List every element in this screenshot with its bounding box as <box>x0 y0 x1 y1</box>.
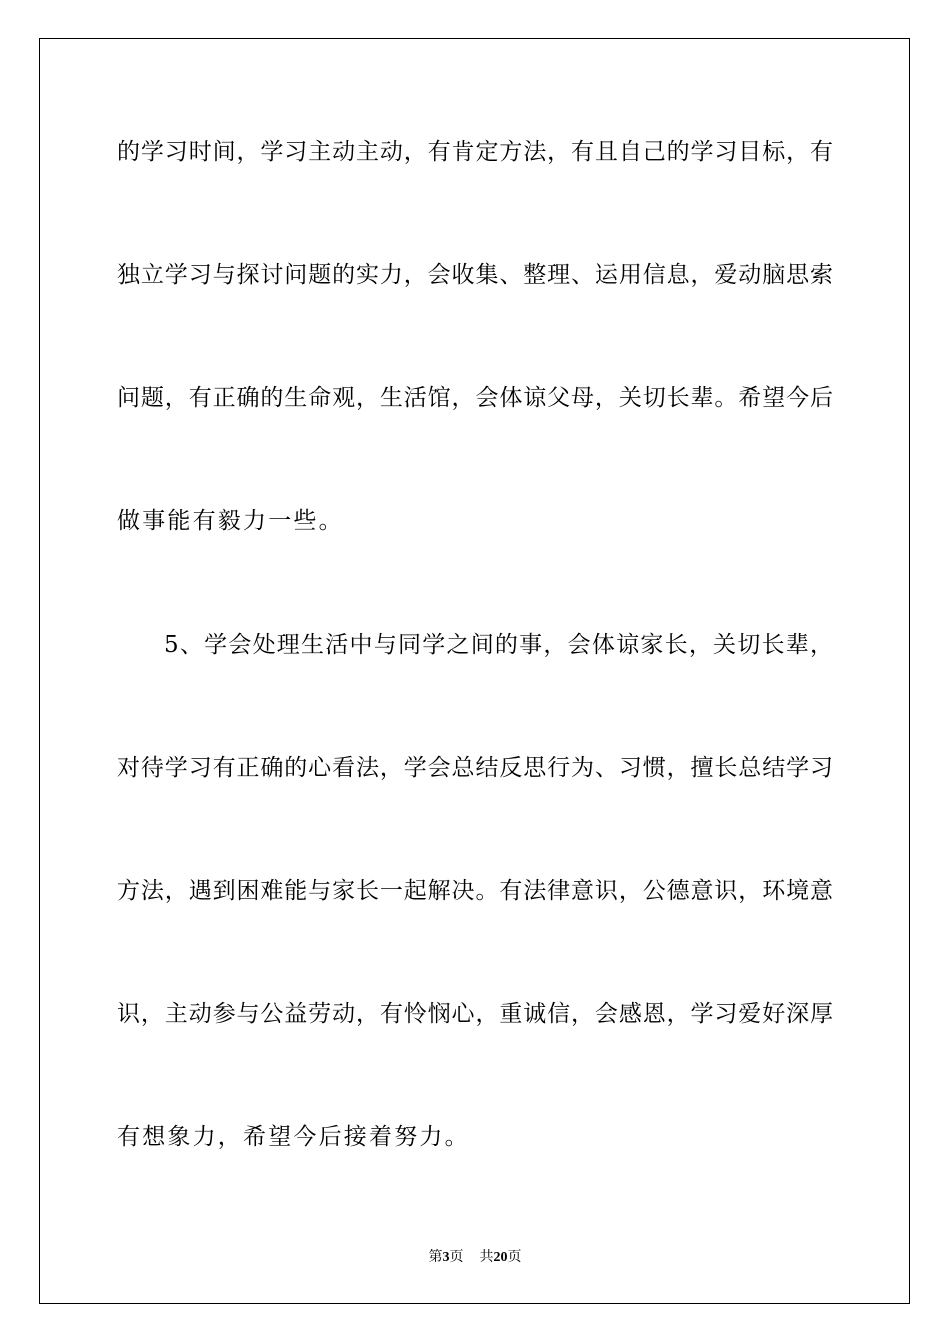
page-border <box>39 38 910 1304</box>
page-prefix: 第 <box>428 1249 443 1265</box>
page-total: 20 <box>493 1250 508 1265</box>
paragraph-line: 独立学习与探讨问题的实力，会收集、整理、运用信息，爱动脑思索 <box>117 262 833 288</box>
paragraph-line: 对待学习有正确的心看法，学会总结反思行为、习惯，擅长总结学习 <box>117 755 833 781</box>
paragraph-line: 识，主动参与公益劳动，有怜悯心，重诚信，会感恩，学习爱好深厚 <box>117 1001 833 1027</box>
paragraph-line: 5、学会处理生活中与同学之间的事，会体谅家长，关切长辈， <box>164 632 833 658</box>
page-footer <box>0 1248 950 1267</box>
total-suffix: 页 <box>507 1249 522 1265</box>
paragraph-line: 有想象力，希望今后接着努力。 <box>117 1124 470 1150</box>
paragraph-line: 问题，有正确的生命观，生活馆，会体谅父母，关切长辈。希望今后 <box>117 385 833 411</box>
paragraph-line: 的学习时间，学习主动主动，有肯定方法，有且自己的学习目标，有 <box>117 139 833 165</box>
page-current: 3 <box>442 1250 450 1265</box>
paragraph-line: 方法，遇到困难能与家长一起解决。有法律意识，公德意识，环境意 <box>117 878 833 904</box>
total-prefix: 共 <box>479 1249 494 1265</box>
paragraph-line: 做事能有毅力一些。 <box>117 508 344 534</box>
page-suffix: 页 <box>449 1249 464 1265</box>
